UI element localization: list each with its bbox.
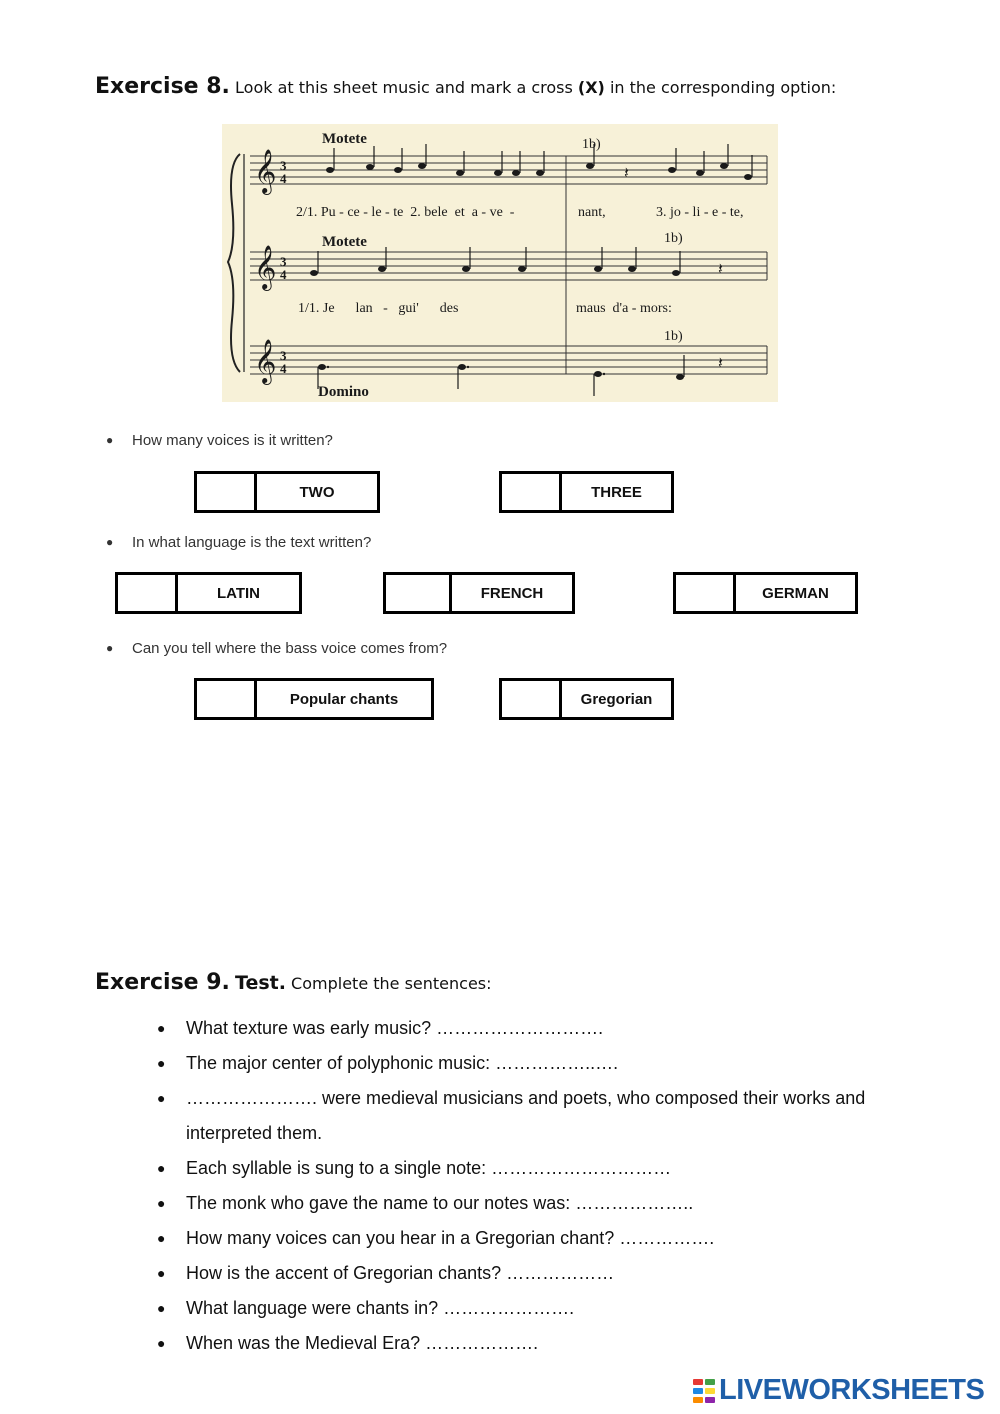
liveworksheets-logo xyxy=(692,1374,984,1407)
option-gregorian-checkbox[interactable] xyxy=(502,681,562,717)
option-three xyxy=(499,471,674,513)
option-german-checkbox[interactable] xyxy=(676,575,736,611)
svg-text:4: 4 xyxy=(280,267,287,282)
svg-text:𝄽: 𝄽 xyxy=(718,355,723,372)
option-german-label: GERMAN xyxy=(762,584,829,602)
bullet-icon: ● xyxy=(106,535,114,549)
staff1-lyrics-c: 3. jo - li - e - te, xyxy=(656,205,744,220)
bullet-icon: ● xyxy=(106,433,114,447)
option-popular-chants-label: Popular chants xyxy=(289,690,399,708)
option-two xyxy=(194,471,380,513)
staff2-lyrics-b: maus d'a - mors: xyxy=(576,301,672,316)
svg-text:3: 3 xyxy=(280,348,287,363)
staff3-title: Domino xyxy=(318,384,369,400)
svg-text:𝄞: 𝄞 xyxy=(254,247,277,289)
list-item: ● When was the Medieval Era? ………………. xyxy=(157,1333,539,1353)
question-1-text: How many voices is it written? xyxy=(132,432,333,449)
svg-text:𝄞: 𝄞 xyxy=(254,341,277,383)
option-two-checkbox[interactable] xyxy=(197,474,257,510)
list-item: ● The major center of polyphonic music: ……………..…. xyxy=(157,1053,619,1073)
liveworksheets-logo-text: LIVEWORKSHEETS xyxy=(719,1374,985,1406)
exercise-8-heading xyxy=(95,74,836,99)
liveworksheets-logo-icon xyxy=(692,1378,716,1404)
staff2-marker: 1b) xyxy=(664,231,683,246)
exercise-8-number: Exercise 8. xyxy=(95,74,230,99)
option-latin xyxy=(115,572,302,614)
option-three-checkbox[interactable] xyxy=(502,474,562,510)
list-item: ● How is the accent of Gregorian chants? ……………… xyxy=(157,1263,615,1283)
list-item: ● What language were chants in? …………………. xyxy=(157,1298,575,1318)
exercise-9-list xyxy=(157,1011,877,1361)
list-item: ● Each syllable is sung to a single note: ………………………… xyxy=(157,1158,672,1178)
list-item: ● The monk who gave the name to our notes was: ……………….. xyxy=(157,1193,694,1213)
staff3-marker: 1b) xyxy=(664,329,683,344)
option-french xyxy=(383,572,575,614)
option-three-label: THREE xyxy=(591,483,642,501)
sheet-music-image xyxy=(222,124,778,402)
svg-text:4: 4 xyxy=(280,361,287,376)
staff1-lyrics-a: 2/1. Pu - ce - le - te 2. bele et a - ve - xyxy=(296,205,515,220)
svg-text:𝄽: 𝄽 xyxy=(718,261,723,278)
option-gregorian-label: Gregorian xyxy=(580,690,653,708)
option-german xyxy=(673,572,858,614)
svg-text:𝄽: 𝄽 xyxy=(624,165,629,182)
option-latin-checkbox[interactable] xyxy=(118,575,178,611)
option-french-checkbox[interactable] xyxy=(386,575,452,611)
option-latin-label: LATIN xyxy=(216,584,261,602)
exercise-9-heading xyxy=(95,970,492,995)
bullet-icon: ● xyxy=(106,641,114,655)
staff2-lyrics-a: 1/1. Je lan - gui' des xyxy=(298,301,459,316)
staff1-marker: 1b) xyxy=(582,137,601,152)
list-item: ● What texture was early music? ………………………. xyxy=(157,1018,604,1038)
question-3 xyxy=(106,640,447,657)
exercise-9-test-label: Test. xyxy=(235,972,286,994)
exercise-9-instruction: Complete the sentences: xyxy=(291,974,492,993)
staff2-title: Motete xyxy=(322,234,367,250)
svg-text:3: 3 xyxy=(280,254,287,269)
exercise-8-instruction: Look at this sheet music and mark a cross (X) in the corresponding option: xyxy=(235,78,837,97)
option-popular-chants-checkbox[interactable] xyxy=(197,681,257,717)
question-2-text: In what language is the text written? xyxy=(132,534,372,551)
option-gregorian xyxy=(499,678,674,720)
list-item: ● …………………. were medieval musicians and poets, who composed their works and interpreted them. xyxy=(157,1088,866,1143)
option-two-label: TWO xyxy=(299,483,335,501)
staff1-lyrics-b: nant, xyxy=(578,205,606,220)
svg-text:3: 3 xyxy=(280,158,287,173)
svg-text:4: 4 xyxy=(280,171,287,186)
exercise-9-number: Exercise 9. xyxy=(95,970,230,995)
option-french-label: FRENCH xyxy=(480,584,544,602)
staff1-title: Motete xyxy=(322,131,367,147)
question-3-text: Can you tell where the bass voice comes from? xyxy=(132,640,448,657)
svg-text:𝄞: 𝄞 xyxy=(254,151,277,193)
option-popular-chants xyxy=(194,678,434,720)
question-1 xyxy=(106,432,333,449)
list-item: ● How many voices can you hear in a Gregorian chant? ……………. xyxy=(157,1228,715,1248)
question-2 xyxy=(106,534,371,551)
